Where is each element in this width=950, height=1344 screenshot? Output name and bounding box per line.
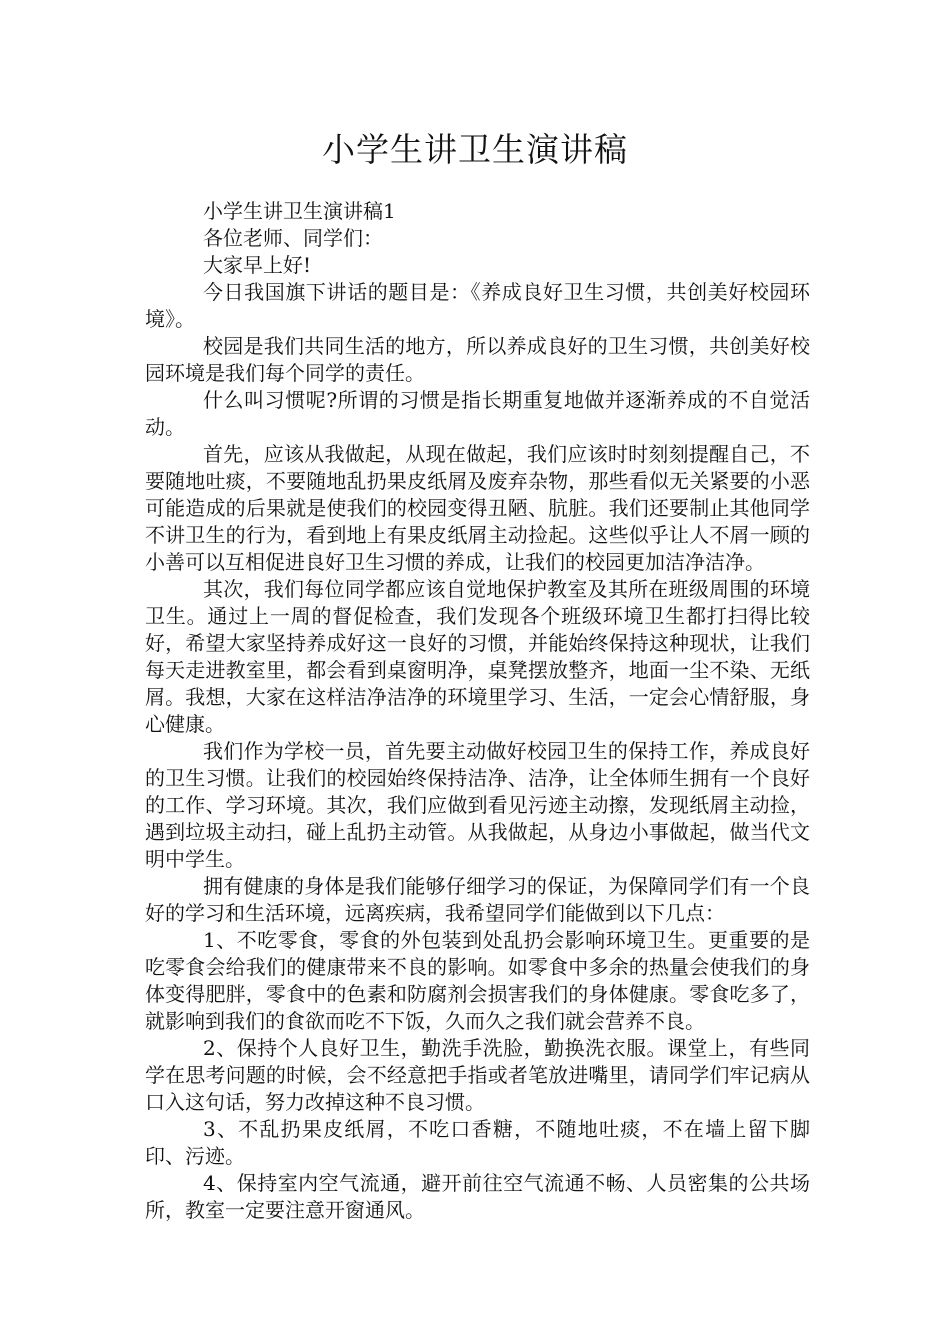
- list-item: 4、保持室内空气流通，避开前往空气流通不畅、人员密集的公共场所，教室一定要注意开窗通风。: [145, 1171, 810, 1222]
- document-title: 小学生讲卫生演讲稿: [322, 130, 628, 169]
- salutation: 各位老师、同学们：: [203, 226, 383, 250]
- subtitle: 小学生讲卫生演讲稿1: [203, 199, 396, 223]
- paragraph: 其次，我们每位同学都应该自觉地保护教室及其所在班级周围的环境卫生。通过上一周的督促检查，我们发现各个班级环境卫生都打扫得比较好，希望大家坚持养成好这一良好的习惯，并能始终保持这种现状，让我们每天走进教室里，都会看到桌窗明净，桌凳摆放整齐，地面一尘不染、无纸屑。我想，大家在这样洁净洁净的环境里学习、生活，一定会心情舒服，身心健康。: [145, 577, 810, 736]
- paragraph: 什么叫习惯呢?所谓的习惯是指长期重复地做并逐渐养成的不自觉活动。: [145, 388, 810, 439]
- list-item: 3、不乱扔果皮纸屑，不吃口香糖，不随地吐痰，不在墙上留下脚印、污迹。: [145, 1117, 810, 1168]
- list-item: 1、不吃零食，零食的外包装到处乱扔会影响环境卫生。更重要的是吃零食会给我们的健康带来不良的影响。如零食中多余的热量会使我们的身体变得肥胖，零食中的色素和防腐剂会损害我们的身体健康。零食吃多了，就影响到我们的食欲而吃不下饭，久而久之我们就会营养不良。: [145, 928, 810, 1033]
- list-item: 2、保持个人良好卫生，勤洗手洗脸，勤换洗衣服。课堂上，有些同学在思考问题的时候，会不经意把手指或者笔放进嘴里，请同学们牢记病从口入这句话，努力改掉这种不良习惯。: [145, 1036, 810, 1114]
- paragraph: 今日我国旗下讲话的题目是：《养成良好卫生习惯，共创美好校园环境》。: [145, 280, 810, 331]
- document-body: [145, 198, 810, 1224]
- paragraph: 首先，应该从我做起，从现在做起，我们应该时时刻刻提醒自己，不要随地吐痰，不要随地乱扔果皮纸屑及废弃杂物，那些看似无关紧要的小恶可能造成的后果就是使我们的校园变得丑陋、肮脏。我们还要制止其他同学不讲卫生的行为，看到地上有果皮纸屑主动捡起。这些似乎让人不屑一顾的小善可以互相促进良好卫生习惯的养成，让我们的校园更加洁净洁净。: [145, 442, 810, 574]
- paragraph: 我们作为学校一员，首先要主动做好校园卫生的保持工作，养成良好的卫生习惯。让我们的校园始终保持洁净、洁净，让全体师生拥有一个良好的工作、学习环境。其次，我们应做到看见污迹主动擦，发现纸屑主动捡，遇到垃圾主动扫，碰上乱扔主动管。从我做起，从身边小事做起，做当代文明中学生。: [145, 739, 810, 871]
- greeting: 大家早上好!: [203, 253, 312, 277]
- paragraph: 校园是我们共同生活的地方，所以养成良好的卫生习惯，共创美好校园环境是我们每个同学的责任。: [145, 334, 810, 385]
- paragraph: 拥有健康的身体是我们能够仔细学习的保证，为保障同学们有一个良好的学习和生活环境，远离疾病，我希望同学们能做到以下几点：: [145, 874, 810, 925]
